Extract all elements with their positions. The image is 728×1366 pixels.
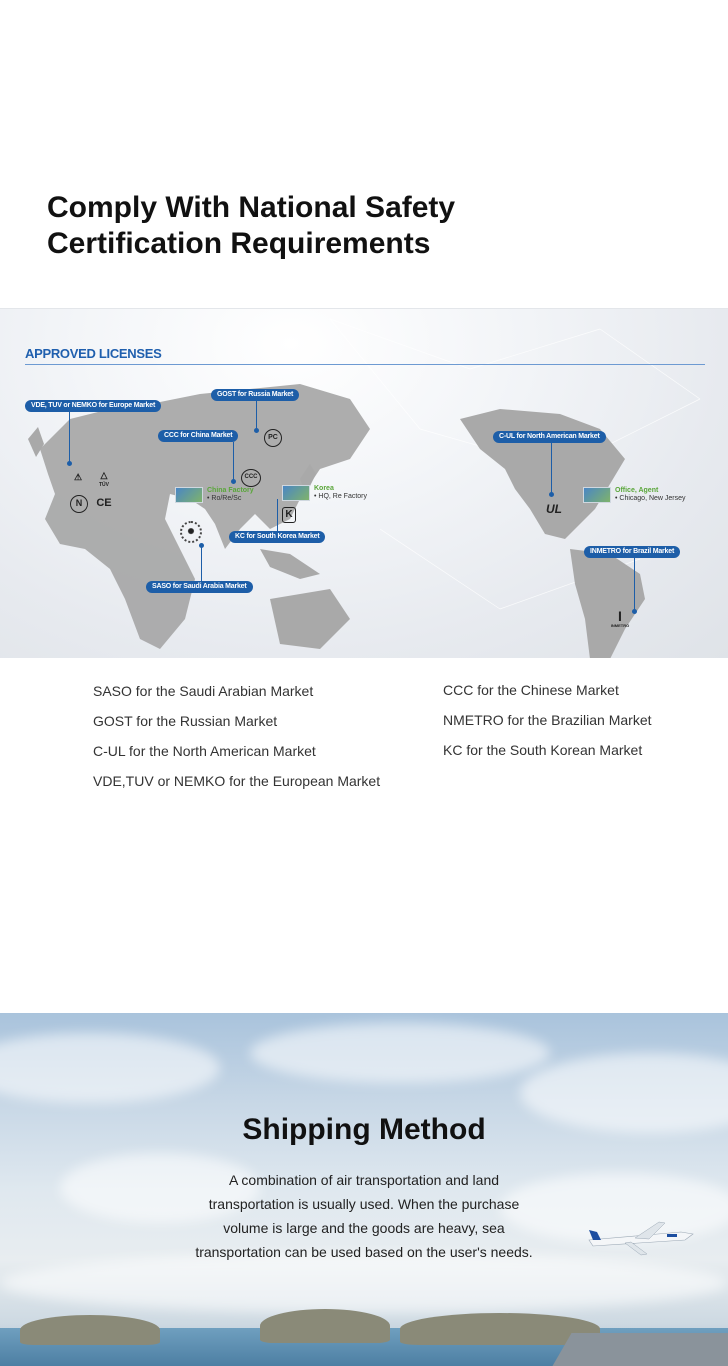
- shipping-section: [0, 1013, 728, 1366]
- tag-russia: GOST for Russia Market: [211, 389, 299, 401]
- china-factory-name: China Factory: [207, 487, 254, 494]
- tag-china: CCC for China Market: [158, 430, 238, 442]
- office-detail: • Chicago, New Jersey: [615, 495, 686, 502]
- tuv-mark-label: TÜV: [99, 482, 109, 488]
- list-item: KC for the South Korean Market: [443, 742, 643, 758]
- korea-name: Korea: [314, 485, 334, 492]
- tag-europe-stem: [69, 412, 70, 462]
- list-item: CCC for the Chinese Market: [443, 682, 619, 698]
- approved-licenses-map: [0, 308, 728, 658]
- certification-title: [47, 190, 647, 262]
- heading-divider: [25, 364, 705, 365]
- island: [260, 1309, 390, 1343]
- china-factory-location: [175, 487, 254, 503]
- inmetro-mark-label: INMETRO: [610, 623, 630, 628]
- cloud: [250, 1023, 550, 1083]
- list-item: GOST for the Russian Market: [93, 713, 278, 729]
- office-photo: [583, 487, 611, 503]
- list-item: SASO for the Saudi Arabian Market: [93, 683, 314, 699]
- china-factory-photo: [175, 487, 203, 503]
- kc-mark-icon: K: [282, 507, 296, 523]
- tag-russia-stem: [256, 401, 257, 429]
- saso-mark-icon: ✺: [180, 521, 202, 543]
- north-america-landmass: [460, 409, 625, 539]
- australia-landmass: [270, 589, 350, 649]
- tag-north-america-dot: [549, 492, 554, 497]
- tag-europe-dot: [67, 461, 72, 466]
- certification-title-line2: Certification Requirements: [47, 227, 431, 260]
- certification-title-line1: Comply With National Safety: [47, 191, 456, 224]
- tuv-mark-icon: △ TÜV: [93, 467, 115, 488]
- ul-mark-icon: UL: [546, 502, 562, 516]
- island: [20, 1315, 160, 1345]
- list-item: VDE,TUV or NEMKO for the European Market: [93, 773, 381, 789]
- tag-brazil: INMETRO for Brazil Market: [584, 546, 680, 558]
- cloud: [0, 1033, 220, 1103]
- korea-photo: [282, 485, 310, 501]
- list-item: C-UL for the North American Market: [93, 743, 316, 759]
- tag-saudi: SASO for Saudi Arabia Market: [146, 581, 253, 593]
- tag-china-stem: [233, 442, 234, 480]
- ce-mark-icon: CE: [96, 497, 112, 509]
- shipping-title: Shipping Method: [242, 1113, 486, 1146]
- highway-road: [548, 1333, 728, 1366]
- inmetro-mark-icon: I INMETRO: [606, 609, 634, 628]
- korea-location: [282, 485, 367, 501]
- certification-section: [47, 190, 647, 262]
- office-name: Office, Agent: [615, 487, 659, 494]
- shipping-description: A combination of air transportation and land transportation is usually used. When the purchase volume is large and the goods are heavy, sea transportation can be used based on the user's needs.: [195, 1172, 533, 1260]
- nemko-mark-icon: N: [70, 495, 88, 513]
- tag-korea: KC for South Korea Market: [229, 531, 325, 543]
- pct-mark-icon: PC: [264, 429, 282, 447]
- tag-russia-dot: [254, 428, 259, 433]
- tag-china-dot: [231, 479, 236, 484]
- china-factory-detail: • Ro/Re/Sc: [207, 495, 242, 502]
- ccc-mark-icon: CCC: [241, 469, 261, 487]
- tag-korea-stem: [277, 499, 278, 531]
- markets-list-right: [443, 681, 652, 771]
- tag-saudi-stem: [201, 547, 202, 581]
- southeast-asia-landmass: [260, 549, 320, 579]
- list-item: NMETRO for the Brazilian Market: [443, 712, 652, 728]
- office-location: [583, 487, 686, 503]
- tag-north-america: C-UL for North American Market: [493, 431, 606, 443]
- vde-mark-icon: ⚠: [73, 472, 83, 482]
- approved-licenses-heading: APPROVED LICENSES: [25, 346, 162, 361]
- tag-brazil-stem: [634, 558, 635, 610]
- tag-north-america-stem: [551, 443, 552, 493]
- airplane-icon: [585, 1218, 697, 1258]
- tag-europe: VDE, TUV or NEMKO for Europe Market: [25, 400, 161, 412]
- korea-detail: • HQ, Re Factory: [314, 493, 368, 500]
- markets-list-left: [93, 682, 380, 802]
